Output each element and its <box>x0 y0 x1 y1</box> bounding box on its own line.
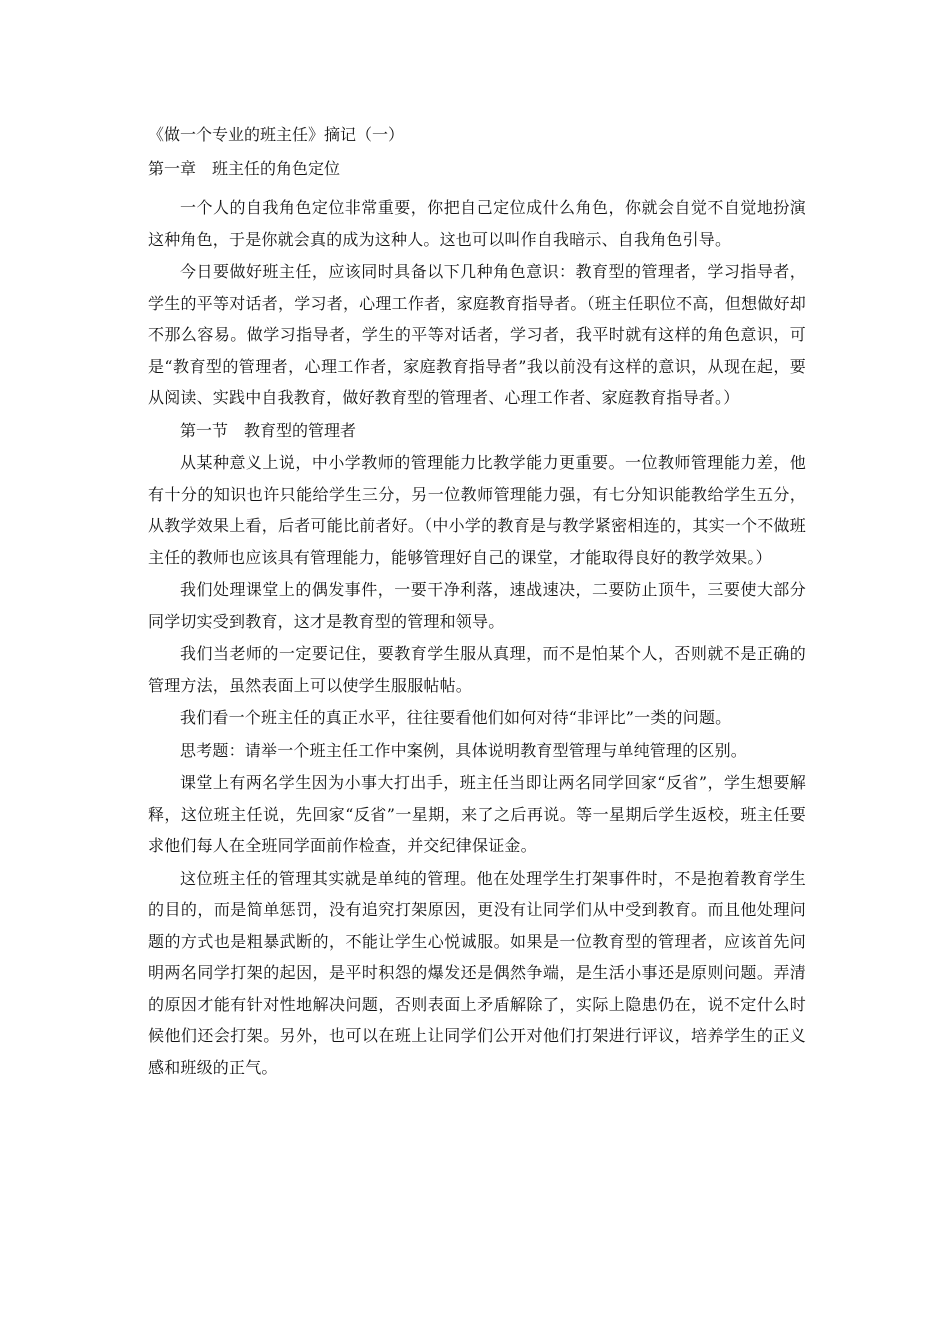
paragraph-management-ability: 从某种意义上说，中小学教师的管理能力比教学能力更重要。一位教师管理能力差，他有十分的知识也许只能给学生三分，另一位教师管理能力强，有七分知识能教给学生五分，从教学效果上看，后者可能比前者好。（中小学的教育是与教学紧密相连的，其实一个不做班主任的教师也应该具有管理能力，能够管理好自己的课堂，才能取得良好的教学效果。） <box>148 453 806 567</box>
paragraph-role-awareness: 今日要做好班主任，应该同时具备以下几种角色意识：教育型的管理者，学习指导者，学生的平等对话者，学习者，心理工作者，家庭教育指导者。（班主任职位不高，但想做好却不那么容易。做学习指导者，学生的平等对话者，学习者，我平时就有这样的角色意识，可是“教育型的管理者，心理工作者，家庭教育指导者”我以前没有这样的意识，从现在起，要从阅读、实践中自我教育，做好教育型的管理者、心理工作者、家庭教育指导者。） <box>148 262 806 407</box>
paragraph-non-appraisal: 我们看一个班主任的真正水平，往往要看他们如何对待“非评比”一类的问题。 <box>180 708 732 727</box>
paragraph-thinking-question: 思考题：请举一个班主任工作中案例，具体说明教育型管理与单纯管理的区别。 <box>180 740 748 760</box>
document-title: 《做一个专业的班主任》摘记（一） <box>148 125 405 144</box>
paragraph-case-analysis: 这位班主任的管理其实就是单纯的管理。他在处理学生打架事件时，不是抱着教育学生的目的，而是简单惩罚，没有追究打架原因，更没有让同学们从中受到教育。而且他处理问题的方式也是粗暴武断的，不能让学生心悦诚服。如果是一位教育型的管理者，应该首先问明两名同学打架的起因，是平时积怨的爆发还是偶然争端，是生活小事还是原则问题。弄清的原因才能有针对性地解决问题，否则表面上矛盾解除了，实际上隐患仍在，说不定什么时候他们还会打架。另外，也可以在班上让同学们公开对他们打架进行评议，培养学生的正义感和班级的正气。 <box>148 868 806 1077</box>
paragraph-obey-truth: 我们当老师的一定要记住，要教育学生服从真理，而不是怕某个人，否则就不是正确的管理方法，虽然表面上可以使学生服服帖帖。 <box>148 644 806 695</box>
paragraph-incidental-events: 我们处理课堂上的偶发事件，一要干净利落，速战速决，二要防止顶牛，三要使大部分同学切实受到教育，这才是教育型的管理和领导。 <box>148 580 806 631</box>
document-page <box>148 122 806 1084</box>
chapter-heading: 第一章 班主任的角色定位 <box>148 159 341 178</box>
paragraph-case-fight: 课堂上有两名学生因为小事大打出手，班主任当即让两名同学回家“反省”，学生想要解释，这位班主任说，先回家“反省”一星期，来了之后再说。等一星期后学生返校，班主任要求他们每人在全班同学面前作检查，并交纪律保证金。 <box>148 773 806 855</box>
paragraph-role-self-positioning: 一个人的自我角色定位非常重要，你把自己定位成什么角色，你就会自觉不自觉地扮演这种角色，于是你就会真的成为这种人。这也可以叫作自我暗示、自我角色引导。 <box>148 198 806 249</box>
section-heading: 第一节 教育型的管理者 <box>180 420 357 440</box>
